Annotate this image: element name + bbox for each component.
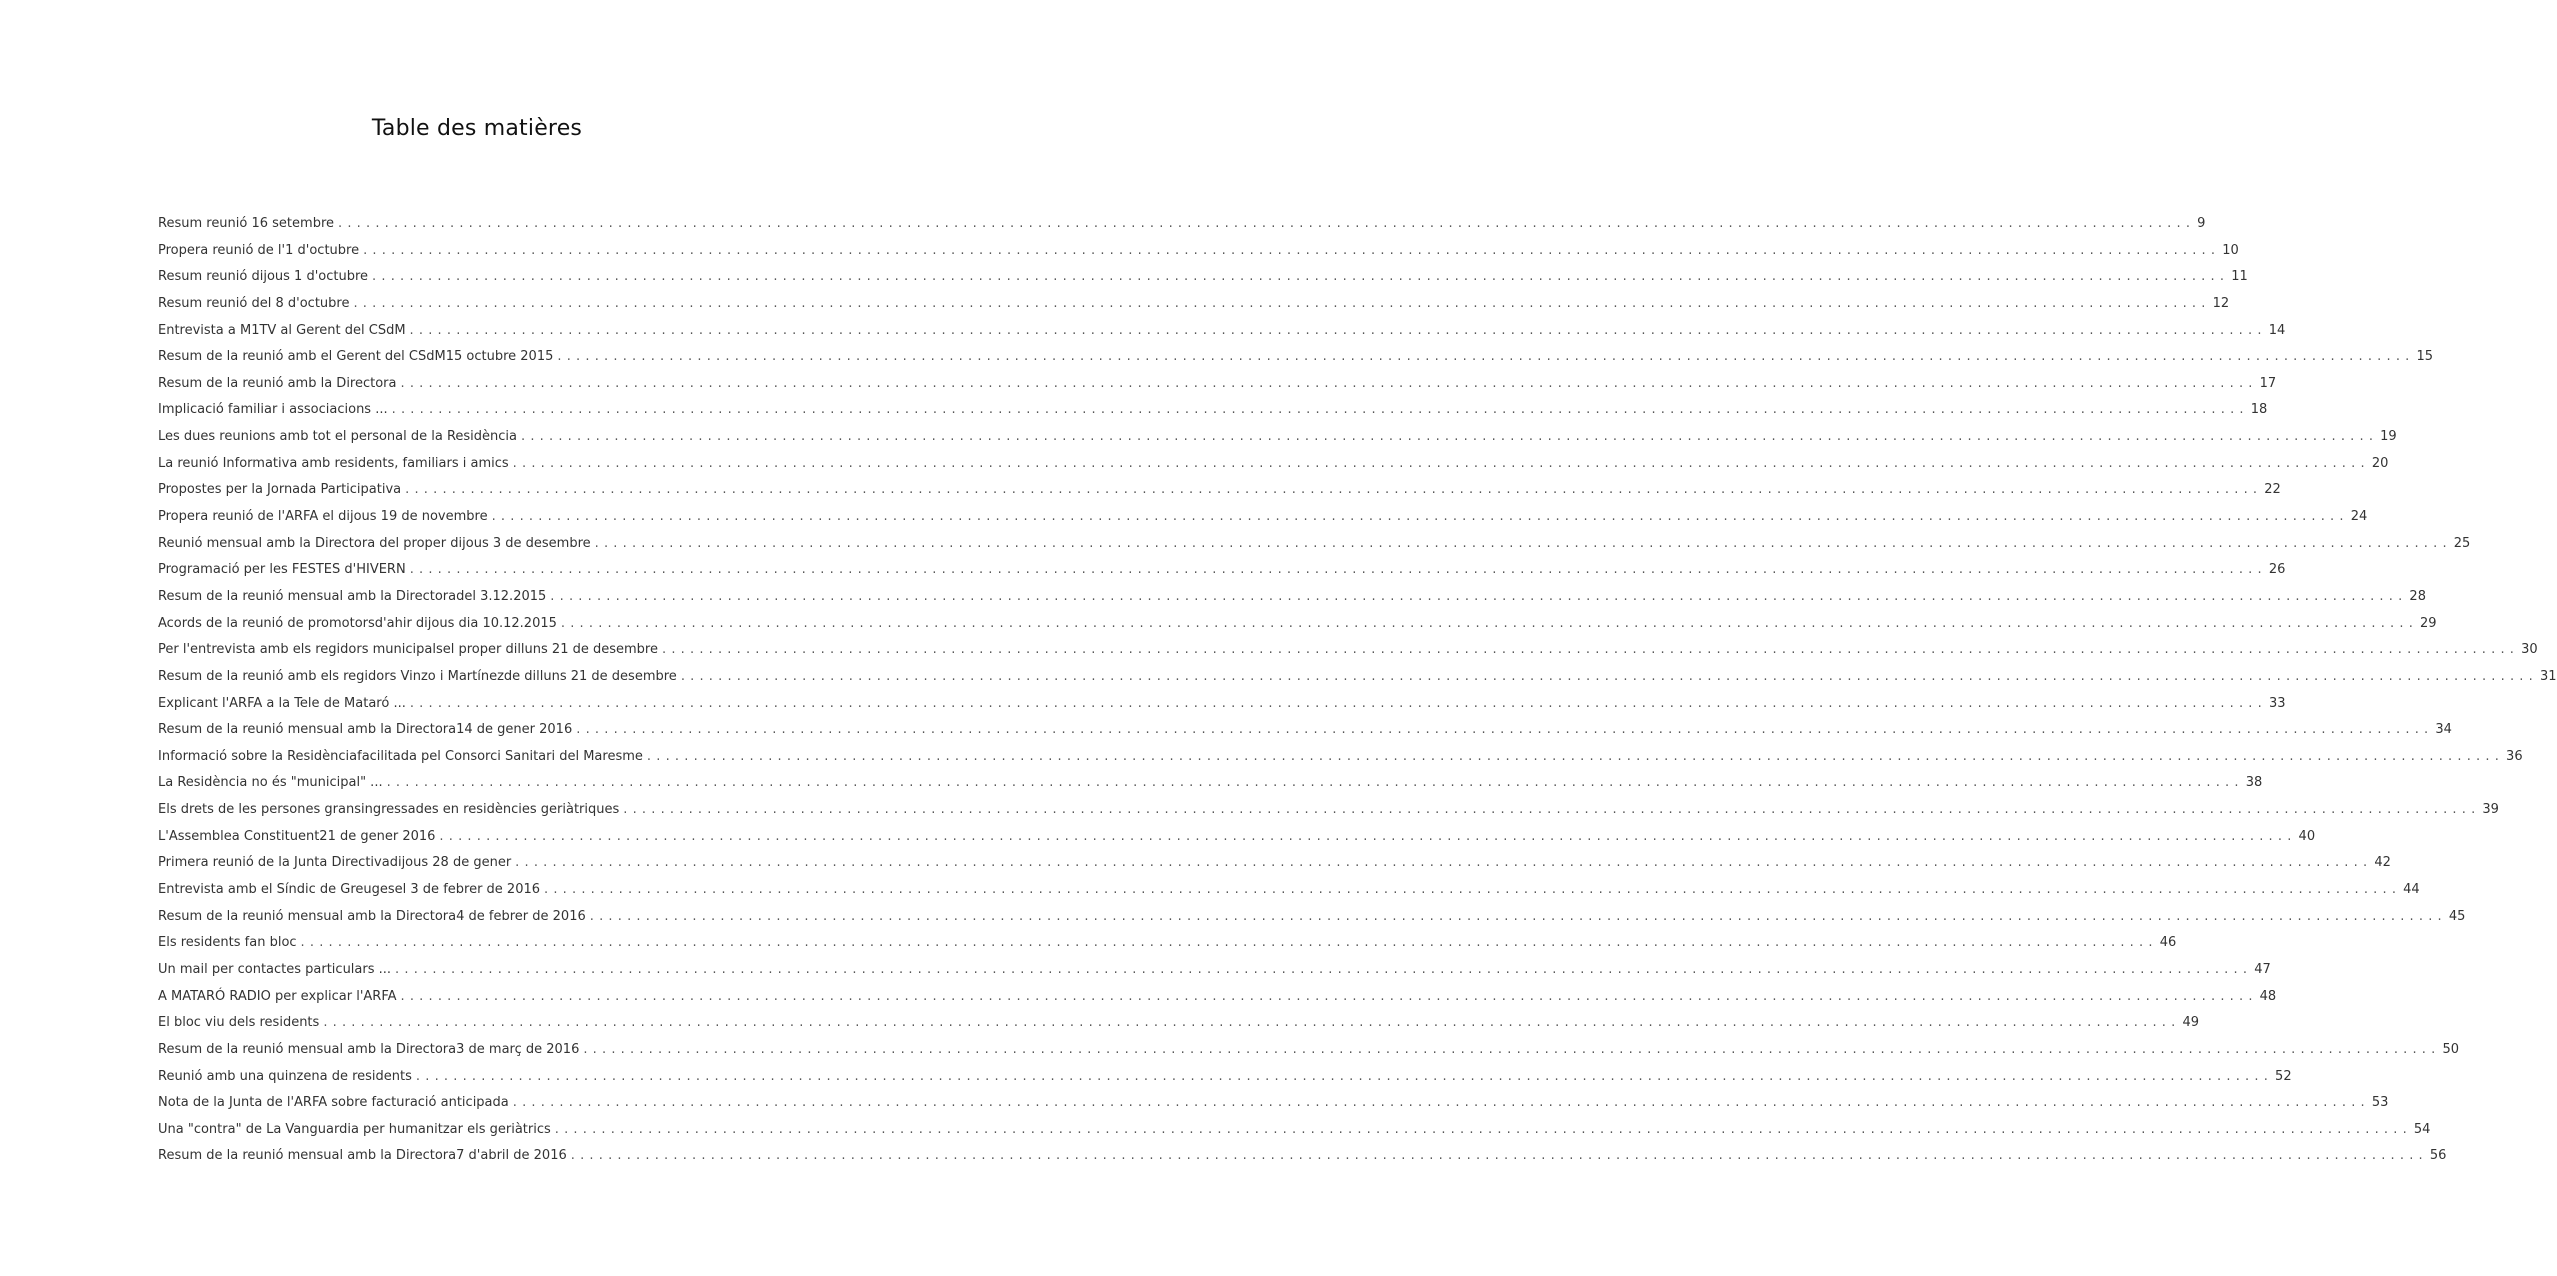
toc-entry[interactable] xyxy=(158,557,2286,584)
toc-dot-leader: ....................................................................................................................................................................................................... xyxy=(391,402,2249,418)
toc-page-number: 14 xyxy=(2268,322,2286,338)
toc-dot-leader: ....................................................................................................................................................................................................... xyxy=(409,322,2267,338)
toc-page-number: 20 xyxy=(2371,455,2389,471)
toc-title: Table des matières xyxy=(371,116,583,141)
toc-entry-label: Resum reunió del 8 d'octubre xyxy=(158,295,350,311)
toc-entry[interactable] xyxy=(158,691,2286,718)
toc-page-number: 56 xyxy=(2429,1148,2447,1164)
toc-entry-label: Entrevista amb el Síndic de Greugesel 3 de febrer de 2016 xyxy=(158,882,541,898)
toc-page-number: 17 xyxy=(2259,375,2277,391)
toc-page-number: 39 xyxy=(2482,802,2499,818)
toc-entry-label: Resum de la reunió mensual amb la Directora3 de març de 2016 xyxy=(158,1041,580,1057)
toc-page-number: 25 xyxy=(2453,535,2471,551)
toc-page-number: 15 xyxy=(2416,349,2434,365)
toc-entry[interactable] xyxy=(158,1117,2431,1144)
toc-entry-label: Resum de la reunió mensual amb la Directora14 de gener 2016 xyxy=(158,722,573,738)
toc-page-number: 29 xyxy=(2420,615,2437,631)
toc-page-number: 22 xyxy=(2264,482,2281,498)
toc-page-number: 33 xyxy=(2268,695,2286,711)
toc-entry[interactable] xyxy=(158,584,2426,611)
toc-entry[interactable] xyxy=(158,1037,2460,1064)
toc-dot-leader: ....................................................................................................................................................................................................... xyxy=(439,828,2297,844)
toc-entry[interactable] xyxy=(158,984,2277,1011)
toc-page-number: 38 xyxy=(2245,775,2263,791)
toc-page-number: 52 xyxy=(2275,1068,2292,1084)
toc-page-number: 26 xyxy=(2268,562,2286,578)
toc-entry[interactable] xyxy=(158,1090,2389,1117)
toc-dot-leader: ....................................................................................................................................................................................................... xyxy=(338,216,2196,231)
toc-dot-leader: ....................................................................................................................................................................................................... xyxy=(512,455,2370,471)
toc-entry-label: Explicant l'ARFA a la Tele de Mataró ... xyxy=(158,695,406,711)
toc-dot-leader: ....................................................................................................................................................................................................... xyxy=(544,882,2402,898)
toc-page-number: 11 xyxy=(2231,269,2248,285)
toc-dot-leader: ....................................................................................................................................................................................................... xyxy=(560,615,2419,631)
toc-dot-leader: ....................................................................................................................................................................................................... xyxy=(372,269,2230,285)
toc-entry[interactable] xyxy=(158,264,2248,291)
toc-page-number: 54 xyxy=(2413,1121,2431,1137)
toc-entry-label: Reunió mensual amb la Directora del proper dijous 3 de desembre xyxy=(158,535,591,551)
toc-dot-leader: ....................................................................................................................................................................................................... xyxy=(570,1148,2428,1164)
toc-entry[interactable] xyxy=(158,717,2452,744)
toc-entry-label: Entrevista a M1TV al Gerent del CSdM xyxy=(158,322,406,338)
toc-entry[interactable] xyxy=(158,904,2466,931)
toc-entry-label: Una "contra" de La Vanguardia per humanitzar els geriàtrics xyxy=(158,1121,551,1137)
toc-entry-label: Programació per les FESTES d'HIVERN xyxy=(158,562,406,578)
toc-entry-label: Les dues reunions amb tot el personal de la Residència xyxy=(158,429,518,445)
toc-entry-label: La Residència no és "municipal" ... xyxy=(158,775,383,791)
toc-page-number: 45 xyxy=(2448,908,2466,924)
toc-page-number: 36 xyxy=(2506,748,2523,764)
toc-entry[interactable] xyxy=(158,211,2206,238)
toc-dot-leader: ....................................................................................................................................................................................................... xyxy=(521,429,2379,445)
toc-entry[interactable] xyxy=(158,770,2263,797)
toc-entry[interactable] xyxy=(158,451,2389,478)
toc-dot-leader: ....................................................................................................................................................................................................... xyxy=(415,1068,2274,1084)
toc-page-number: 44 xyxy=(2403,882,2420,898)
toc-entry[interactable] xyxy=(158,637,2538,664)
toc-entry-label: Els drets de les persones gransingressades en residències geriàtriques xyxy=(158,802,620,818)
toc-entry[interactable] xyxy=(158,1143,2447,1170)
toc-entry[interactable] xyxy=(158,318,2286,345)
toc-dot-leader: ....................................................................................................................................................................................................... xyxy=(550,588,2408,604)
toc-dot-leader: ....................................................................................................................................................................................................... xyxy=(594,535,2452,551)
toc-dot-leader: ....................................................................................................................................................................................................... xyxy=(300,935,2158,951)
toc-dot-leader: ....................................................................................................................................................................................................... xyxy=(395,961,2253,977)
toc-dot-leader: ....................................................................................................................................................................................................... xyxy=(512,1095,2370,1111)
toc-entry[interactable] xyxy=(158,930,2177,957)
toc-entry[interactable] xyxy=(158,797,2499,824)
toc-page-number: 49 xyxy=(2182,1015,2199,1031)
table-of-contents xyxy=(158,211,2557,1170)
toc-entry-label: Per l'entrevista amb els regidors municipalsel proper dilluns 21 de desembre xyxy=(158,642,658,658)
toc-dot-leader: ....................................................................................................................................................................................................... xyxy=(400,988,2258,1004)
toc-entry-label: Implicació familiar i associacions ... xyxy=(158,402,388,418)
toc-page-number: 34 xyxy=(2435,722,2452,738)
toc-entry-label: El bloc viu dels residents xyxy=(158,1015,320,1031)
toc-page-number: 28 xyxy=(2409,588,2426,604)
toc-entry-label: Reunió amb una quinzena de residents xyxy=(158,1068,412,1084)
toc-entry-label: Resum de la reunió mensual amb la Directoradel 3.12.2015 xyxy=(158,588,547,604)
toc-entry-label: Primera reunió de la Junta Directivadijous 28 de gener xyxy=(158,855,512,871)
toc-entry-label: Acords de la reunió de promotorsd'ahir dijous dia 10.12.2015 xyxy=(158,615,557,631)
toc-dot-leader: ....................................................................................................................................................................................................... xyxy=(363,242,2221,258)
toc-entry[interactable] xyxy=(158,877,2420,904)
toc-entry-label: Resum de la reunió mensual amb la Directora7 d'abril de 2016 xyxy=(158,1148,567,1164)
toc-entry[interactable] xyxy=(158,664,2557,691)
toc-entry[interactable] xyxy=(158,824,2316,851)
toc-page-number: 46 xyxy=(2159,935,2177,951)
toc-entry[interactable] xyxy=(158,611,2437,638)
toc-entry-label: Nota de la Junta de l'ARFA sobre facturació anticipada xyxy=(158,1095,509,1111)
toc-page-number: 53 xyxy=(2371,1095,2389,1111)
toc-entry[interactable] xyxy=(158,531,2471,558)
toc-entry-label: Un mail per contactes particulars ... xyxy=(158,961,392,977)
toc-dot-leader: ....................................................................................................................................................................................................... xyxy=(405,482,2263,498)
toc-entry-label: Resum reunió dijous 1 d'octubre xyxy=(158,269,369,285)
toc-entry-label: La reunió Informativa amb residents, familiars i amics xyxy=(158,455,509,471)
toc-entry[interactable] xyxy=(158,344,2434,371)
toc-entry-label: Resum de la reunió mensual amb la Directora4 de febrer de 2016 xyxy=(158,908,586,924)
toc-dot-leader: ....................................................................................................................................................................................................... xyxy=(515,855,2373,871)
toc-page-number: 30 xyxy=(2521,642,2538,658)
toc-entry[interactable] xyxy=(158,504,2368,531)
toc-page-number: 19 xyxy=(2380,429,2397,445)
toc-dot-leader: ....................................................................................................................................................................................................... xyxy=(491,509,2349,525)
toc-page-number: 9 xyxy=(2197,216,2206,231)
toc-entry-label: Resum de la reunió amb la Directora xyxy=(158,375,397,391)
toc-dot-leader: ....................................................................................................................................................................................................... xyxy=(400,375,2258,391)
toc-dot-leader: ....................................................................................................................................................................................................... xyxy=(661,642,2520,658)
toc-entry[interactable] xyxy=(158,1064,2292,1091)
toc-entry-label: L'Assemblea Constituent21 de gener 2016 xyxy=(158,828,436,844)
toc-page-number: 18 xyxy=(2250,402,2268,418)
toc-entry-label: A MATARÓ RADIO per explicar l'ARFA xyxy=(158,988,397,1004)
toc-page-number: 48 xyxy=(2259,988,2277,1004)
toc-entry[interactable] xyxy=(158,238,2239,265)
toc-dot-leader: ....................................................................................................................................................................................................... xyxy=(386,775,2244,791)
toc-entry-label: Resum de la reunió amb els regidors Vinzo i Martínezde dilluns 21 de desembre xyxy=(158,668,677,684)
toc-page-number: 10 xyxy=(2222,242,2239,258)
toc-page-number: 42 xyxy=(2374,855,2391,871)
toc-page-number: 50 xyxy=(2442,1041,2460,1057)
toc-entry[interactable] xyxy=(158,957,2271,984)
toc-page-number: 12 xyxy=(2212,295,2230,311)
toc-entry-label: Els residents fan bloc xyxy=(158,935,297,951)
toc-entry[interactable] xyxy=(158,397,2268,424)
toc-entry[interactable] xyxy=(158,371,2277,398)
toc-entry-label: Resum reunió 16 setembre xyxy=(158,216,335,231)
toc-entry[interactable] xyxy=(158,477,2281,504)
toc-dot-leader: ....................................................................................................................................................................................................... xyxy=(576,722,2434,738)
toc-dot-leader: ....................................................................................................................................................................................................... xyxy=(554,1121,2412,1137)
toc-entry[interactable] xyxy=(158,291,2230,318)
toc-page-number: 31 xyxy=(2539,668,2557,684)
toc-entry[interactable] xyxy=(158,744,2523,771)
toc-entry[interactable] xyxy=(158,850,2391,877)
toc-page-number: 24 xyxy=(2350,509,2368,525)
toc-dot-leader: ....................................................................................................................................................................................................... xyxy=(409,695,2267,711)
toc-entry-label: Propostes per la Jornada Participativa xyxy=(158,482,402,498)
toc-dot-leader: ....................................................................................................................................................................................................... xyxy=(557,349,2415,365)
toc-dot-leader: ....................................................................................................................................................................................................... xyxy=(583,1041,2441,1057)
toc-entry-label: Propera reunió de l'1 d'octubre xyxy=(158,242,360,258)
toc-dot-leader: ....................................................................................................................................................................................................... xyxy=(623,802,2481,818)
toc-entry-label: Informació sobre la Residènciafacilitada pel Consorci Sanitari del Maresme xyxy=(158,748,643,764)
toc-dot-leader: ....................................................................................................................................................................................................... xyxy=(589,908,2447,924)
toc-dot-leader: ....................................................................................................................................................................................................... xyxy=(323,1015,2181,1031)
toc-dot-leader: ....................................................................................................................................................................................................... xyxy=(409,562,2267,578)
toc-page-number: 40 xyxy=(2298,828,2316,844)
toc-entry[interactable] xyxy=(158,424,2397,451)
toc-entry-label: Resum de la reunió amb el Gerent del CSdM15 octubre 2015 xyxy=(158,349,554,365)
toc-dot-leader: ....................................................................................................................................................................................................... xyxy=(680,668,2538,684)
toc-dot-leader: ....................................................................................................................................................................................................... xyxy=(353,295,2211,311)
toc-dot-leader: ....................................................................................................................................................................................................... xyxy=(646,748,2505,764)
toc-entry[interactable] xyxy=(158,1010,2199,1037)
toc-page-number: 47 xyxy=(2254,961,2271,977)
toc-entry-label: Propera reunió de l'ARFA el dijous 19 de novembre xyxy=(158,509,488,525)
